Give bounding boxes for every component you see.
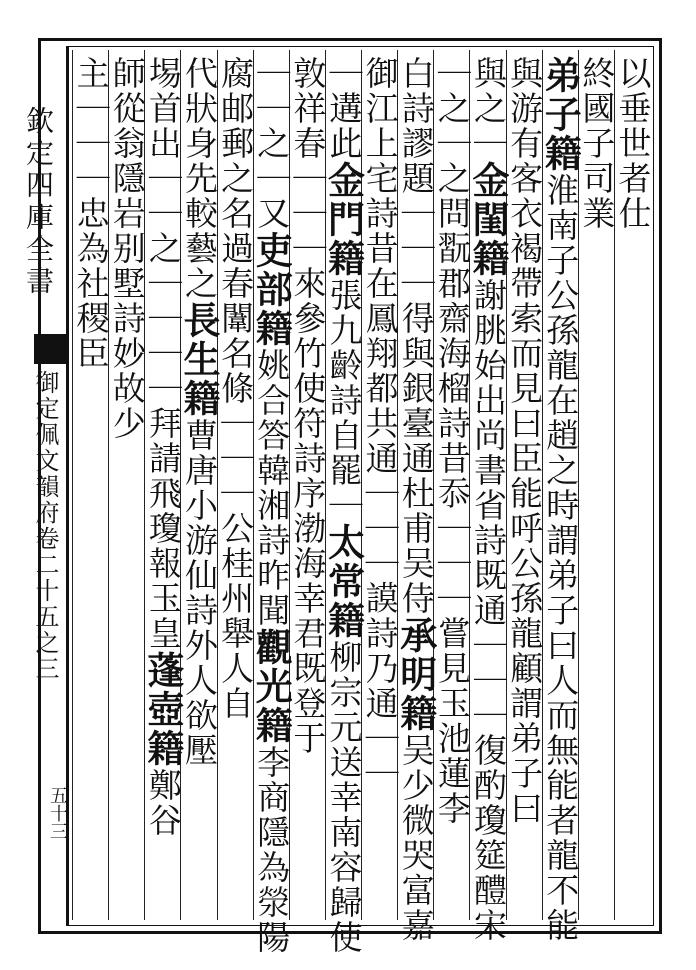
entry-text: 與游有客衣褐帶索而見曰臣能呼公孫龍顧謂弟子曰: [505, 56, 545, 826]
entry-text: 埸首出｜｜之｜: [143, 56, 183, 301]
entry-text: 師從翁隱岩别墅詩妙: [107, 56, 147, 371]
entry-headword: 觀光籍: [249, 628, 294, 745]
page-number: 五十三: [47, 786, 68, 840]
entry-text: 故少: [107, 371, 147, 441]
entry-text: 腐邮郵之名: [216, 56, 256, 231]
entry-text: 詩序渤海幸君既登于: [288, 441, 328, 756]
entry-text: ｜之｜: [432, 56, 472, 161]
text-columns: [71, 50, 653, 955]
margin-book-title: 御定佩文韻府卷二十五之三: [31, 370, 59, 682]
entry-text: 之問翫郡齋海榴詩昔忝｜｜｜嘗見玉池蓮李: [432, 161, 472, 826]
entry-text: 謨詩乃通｜｜: [360, 581, 400, 791]
entry-text: 鄭谷: [143, 768, 183, 838]
entry-text: 御江上宅詩昔在鳳翔都共通｜｜｜: [360, 56, 400, 581]
entry-text: 主｜｜｜忠為社稷臣: [71, 56, 111, 371]
entry-headword: 吏部籍: [249, 231, 294, 348]
entry-text: 柳宗元送幸南容歸使: [324, 640, 364, 955]
fish-tail-mark: [34, 334, 66, 364]
column-text: [68, 56, 114, 371]
entry-text: 謝朓始出尚書省詩既通｜｜｜復酌瓊筵醴宋: [468, 278, 508, 943]
entry-headword: 太常籍: [321, 523, 366, 640]
entry-headword: 弟子籍: [538, 56, 583, 173]
margin-strip: [0, 46, 68, 926]
margin-title: 欽定四庫全書: [22, 106, 55, 298]
entry-text: ｜遘此: [324, 56, 364, 161]
entry-text: 姚合答韓湘詩昨聞: [252, 348, 292, 628]
entry-text: 以垂世者仕: [613, 56, 653, 231]
entry-text: 過春闈名條｜｜｜: [216, 231, 256, 511]
entry-headword: 蓬壺籍: [140, 651, 185, 768]
entry-headword: 長生籍: [176, 301, 221, 418]
entry-text: 公桂州舉人自: [216, 511, 256, 721]
entry-headword: 金閨籍: [465, 161, 510, 278]
entry-text: 敦祥春｜｜｜來參竹使符: [288, 56, 328, 441]
entry-text: 代狀身先較藝之: [179, 56, 219, 301]
entry-text: ｜｜｜拜請飛瓊報玉皇: [143, 301, 183, 651]
text-column: [71, 50, 111, 920]
entry-headword: 金門籍: [321, 161, 366, 278]
entry-text: 與之｜: [468, 56, 508, 161]
entry-text: 淮南子公孫龍在趙之時謂弟子曰人而無能者龍不能: [541, 173, 581, 943]
entry-text: 白詩謬題｜｜｜得與銀臺通杜甫吴侍: [396, 56, 436, 616]
entry-text: 李商隱為滎陽: [252, 745, 292, 955]
entry-text: 終國子司業: [577, 56, 617, 231]
entry-text: 曹唐小游仙詩外人欲壓: [179, 418, 219, 768]
entry-text: 張九齡詩自罷｜: [324, 278, 364, 523]
entry-text: 吴少微哭富嘉: [396, 733, 436, 943]
entry-text: ｜｜之｜又: [252, 56, 292, 231]
entry-headword: 承明籍: [393, 616, 438, 733]
